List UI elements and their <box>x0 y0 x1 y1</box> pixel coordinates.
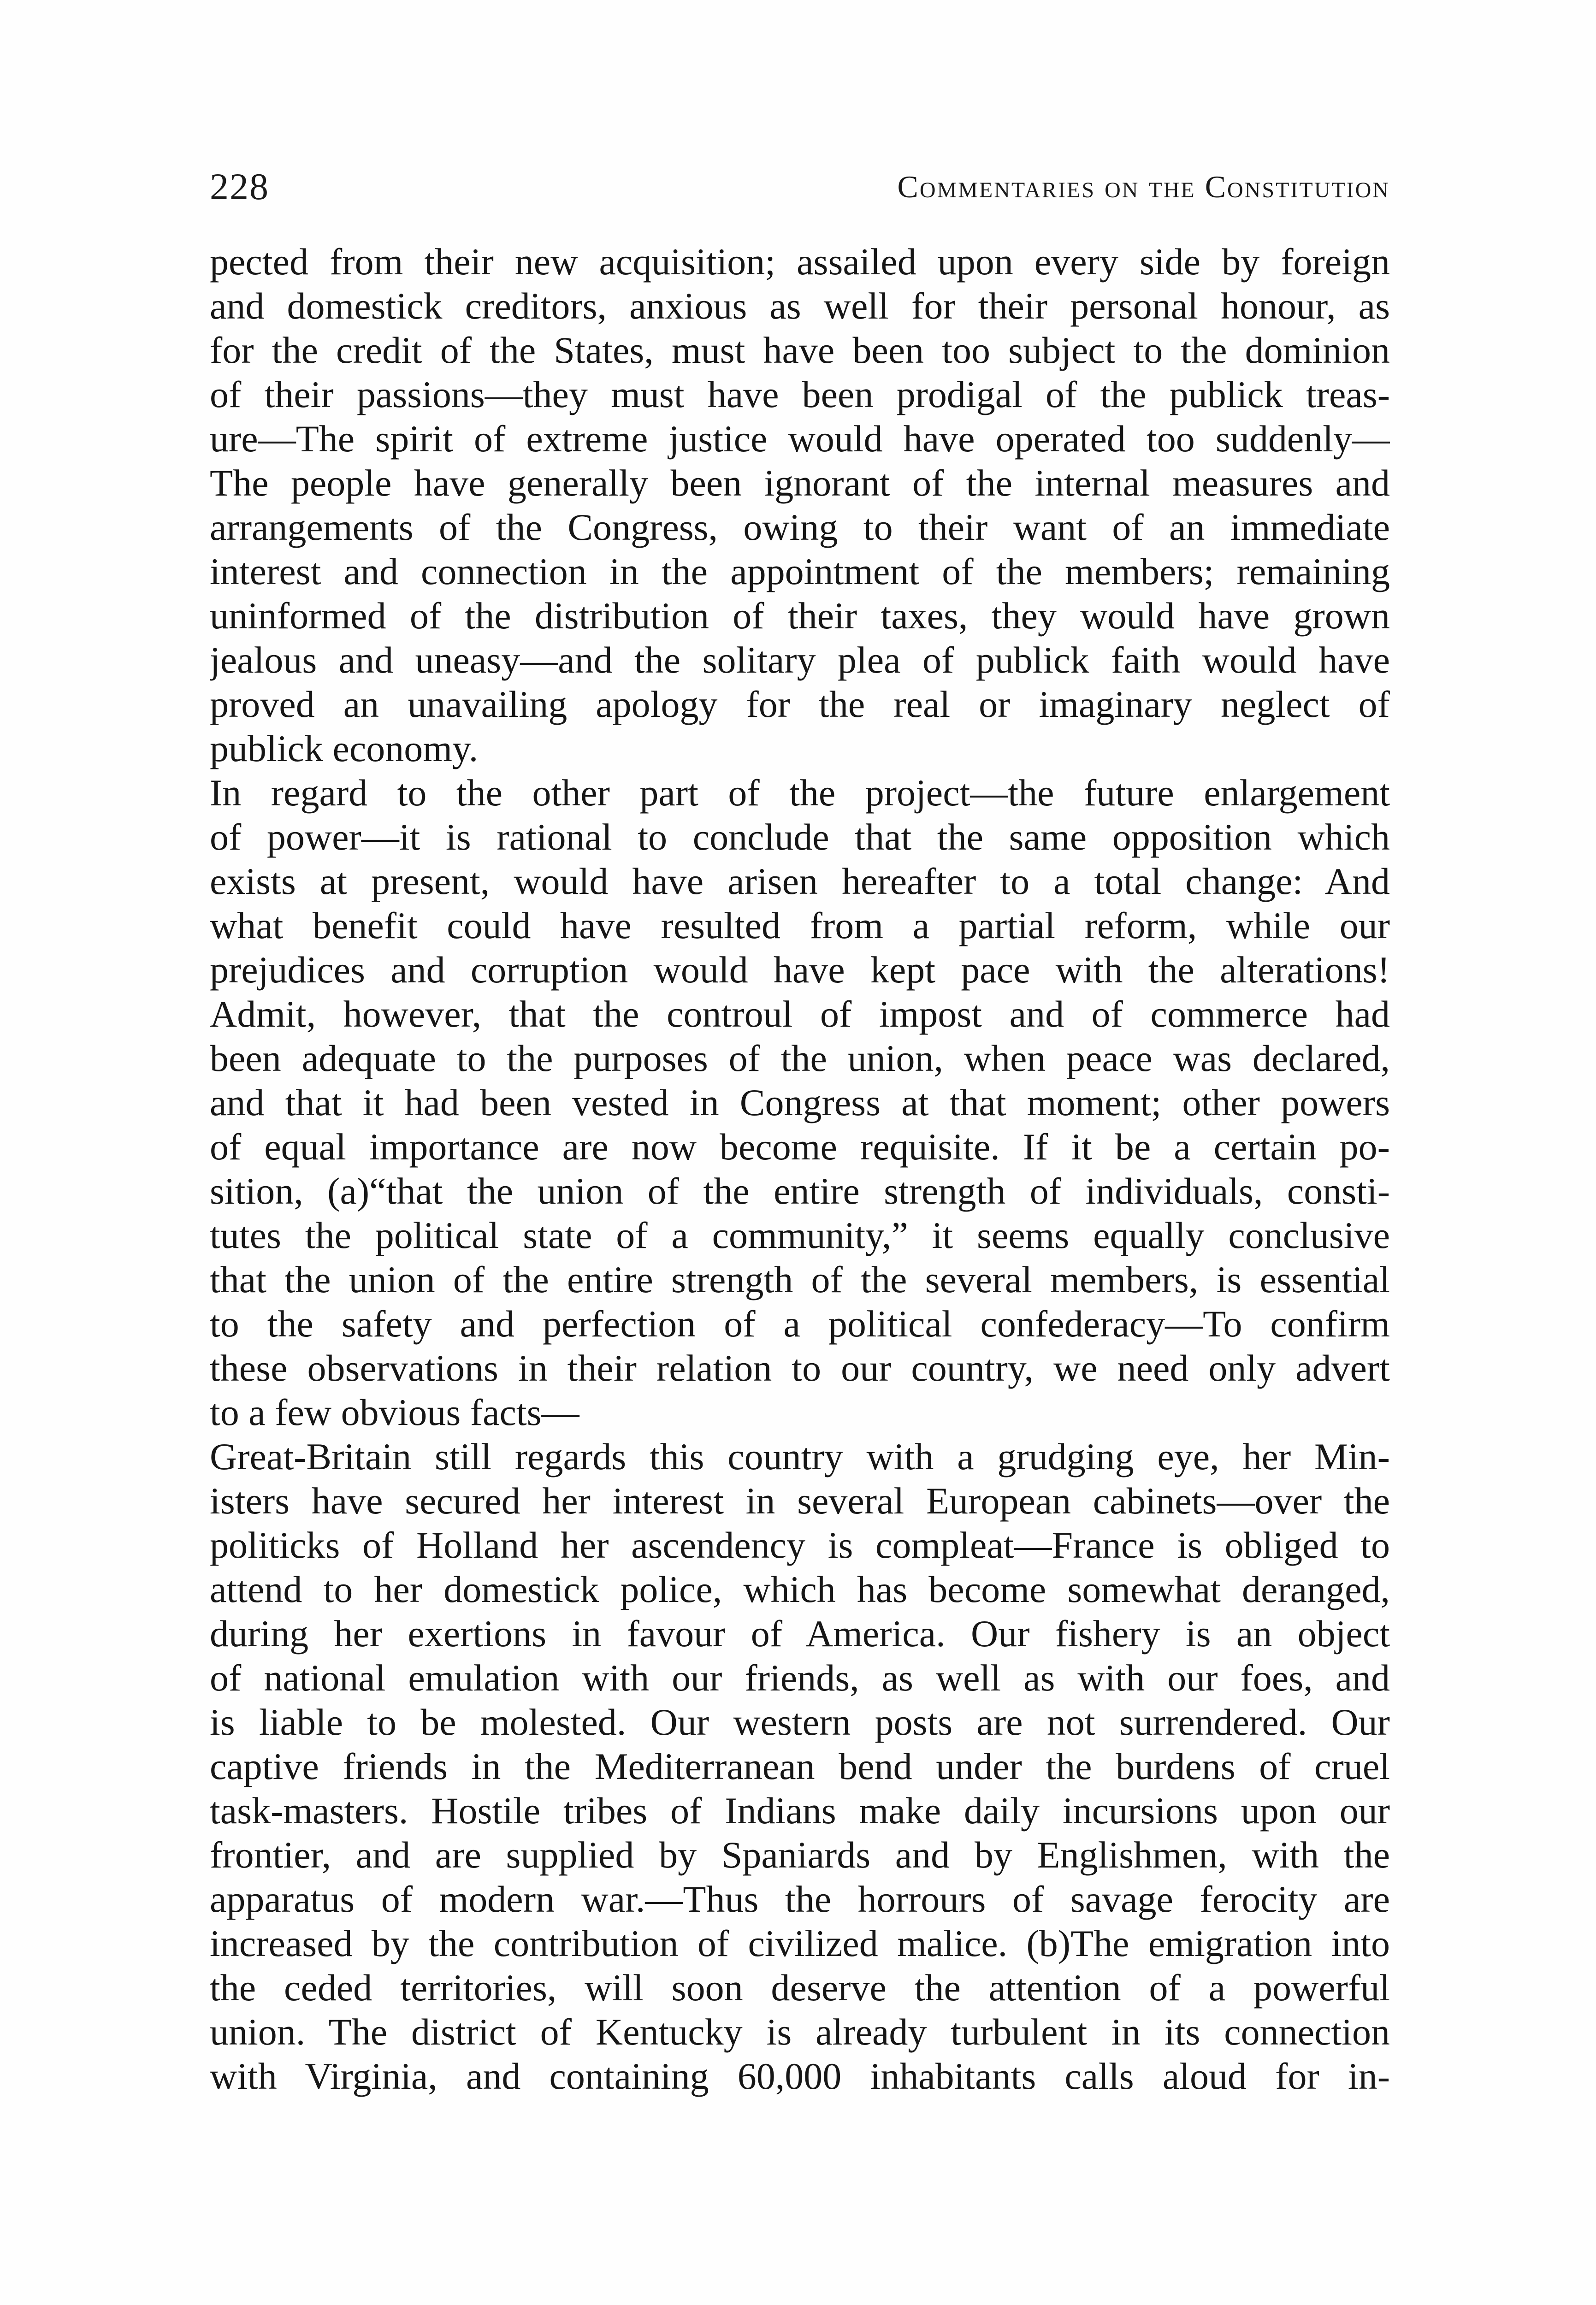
page-number: 228 <box>210 165 269 207</box>
text-line: prejudices and corruption would have kept pace with the alterations! <box>210 949 1390 991</box>
text-line: Admit, however, that the controul of impost and of commerce had <box>210 993 1390 1035</box>
text-line: union. The district of Kentucky is already turbulent in its connection <box>210 2011 1390 2053</box>
paragraph-2 <box>210 771 1390 1435</box>
text-line: the ceded territories, will soon deserve the attention of a powerful <box>210 1967 1390 2009</box>
text-line: frontier, and are supplied by Spaniards and by Englishmen, with the <box>210 1834 1390 1876</box>
text-line: these observations in their relation to our country, we need only advert <box>210 1347 1390 1389</box>
text-line: during her exertions in favour of America. Our fishery is an object <box>210 1613 1390 1655</box>
text-line: publick economy. <box>210 727 479 769</box>
text-line: proved an unavailing apology for the real or imaginary neglect of <box>210 683 1390 725</box>
text-line: isters have secured her interest in several European cabinets—over the <box>210 1480 1390 1522</box>
text-line: and domestick creditors, anxious as well for their personal honour, as <box>210 285 1390 327</box>
text-line: of national emulation with our friends, as well as with our foes, and <box>210 1657 1390 1699</box>
text-line: arrangements of the Congress, owing to their want of an immediate <box>210 506 1390 548</box>
text-line: of equal importance are now become requisite. If it be a certain po- <box>210 1126 1390 1168</box>
paragraph-1 <box>210 240 1390 771</box>
text-line: that the union of the entire strength of the several members, is essential <box>210 1259 1390 1300</box>
paragraph-3 <box>210 1435 1390 2098</box>
text-line: tutes the political state of a community,” it seems equally conclusive <box>210 1214 1390 1256</box>
text-line: jealous and uneasy—and the solitary plea of publick faith would have <box>210 639 1390 681</box>
running-title: Commentaries on the Constitution <box>897 169 1390 204</box>
running-head <box>210 161 1390 212</box>
text-line: what benefit could have resulted from a partial reform, while our <box>210 904 1390 946</box>
text-line: uninformed of the distribution of their taxes, they would have grown <box>210 595 1390 637</box>
text-line: Great-Britain still regards this country with a grudging eye, her Min- <box>210 1436 1390 1478</box>
text-line: sition, (a)“that the union of the entire strength of individuals, consti- <box>210 1170 1390 1212</box>
text-line: increased by the contribution of civilized malice. (b)The emigration into <box>210 1922 1390 1964</box>
text-line: interest and connection in the appointment of the members; remaining <box>210 550 1390 592</box>
text-line: with Virginia, and containing 60,000 inhabitants calls aloud for in- <box>210 2055 1390 2097</box>
text-line: been adequate to the purposes of the union, when peace was declared, <box>210 1037 1390 1079</box>
text-line: of their passions—they must have been prodigal of the publick treas- <box>210 373 1390 415</box>
body-text <box>210 240 1390 2098</box>
text-line: exists at present, would have arisen hereafter to a total change: And <box>210 860 1390 902</box>
text-line: and that it had been vested in Congress at that moment; other powers <box>210 1082 1390 1123</box>
text-line: The people have generally been ignorant of the internal measures and <box>210 462 1390 504</box>
text-line: attend to her domestick police, which has become somewhat deranged, <box>210 1568 1390 1610</box>
text-line: task-masters. Hostile tribes of Indians make daily incursions upon our <box>210 1790 1390 1832</box>
text-line: for the credit of the States, must have been too subject to the dominion <box>210 329 1390 371</box>
text-line: ure—The spirit of extreme justice would have operated too suddenly— <box>210 418 1390 460</box>
text-line: pected from their new acquisition; assailed upon every side by foreign <box>210 241 1390 283</box>
text-line: captive friends in the Mediterranean bend under the burdens of cruel <box>210 1745 1390 1787</box>
text-line: of power—it is rational to conclude that the same opposition which <box>210 816 1390 858</box>
text-line: to the safety and perfection of a political confederacy—To confirm <box>210 1303 1390 1345</box>
text-line: politicks of Holland her ascendency is compleat—France is obliged to <box>210 1524 1390 1566</box>
text-line: to a few obvious facts— <box>210 1391 579 1433</box>
text-line: In regard to the other part of the project—the future enlargement <box>210 772 1390 814</box>
text-line: apparatus of modern war.—Thus the horrours of savage ferocity are <box>210 1878 1390 1920</box>
text-line: is liable to be molested. Our western posts are not surrendered. Our <box>210 1701 1390 1743</box>
